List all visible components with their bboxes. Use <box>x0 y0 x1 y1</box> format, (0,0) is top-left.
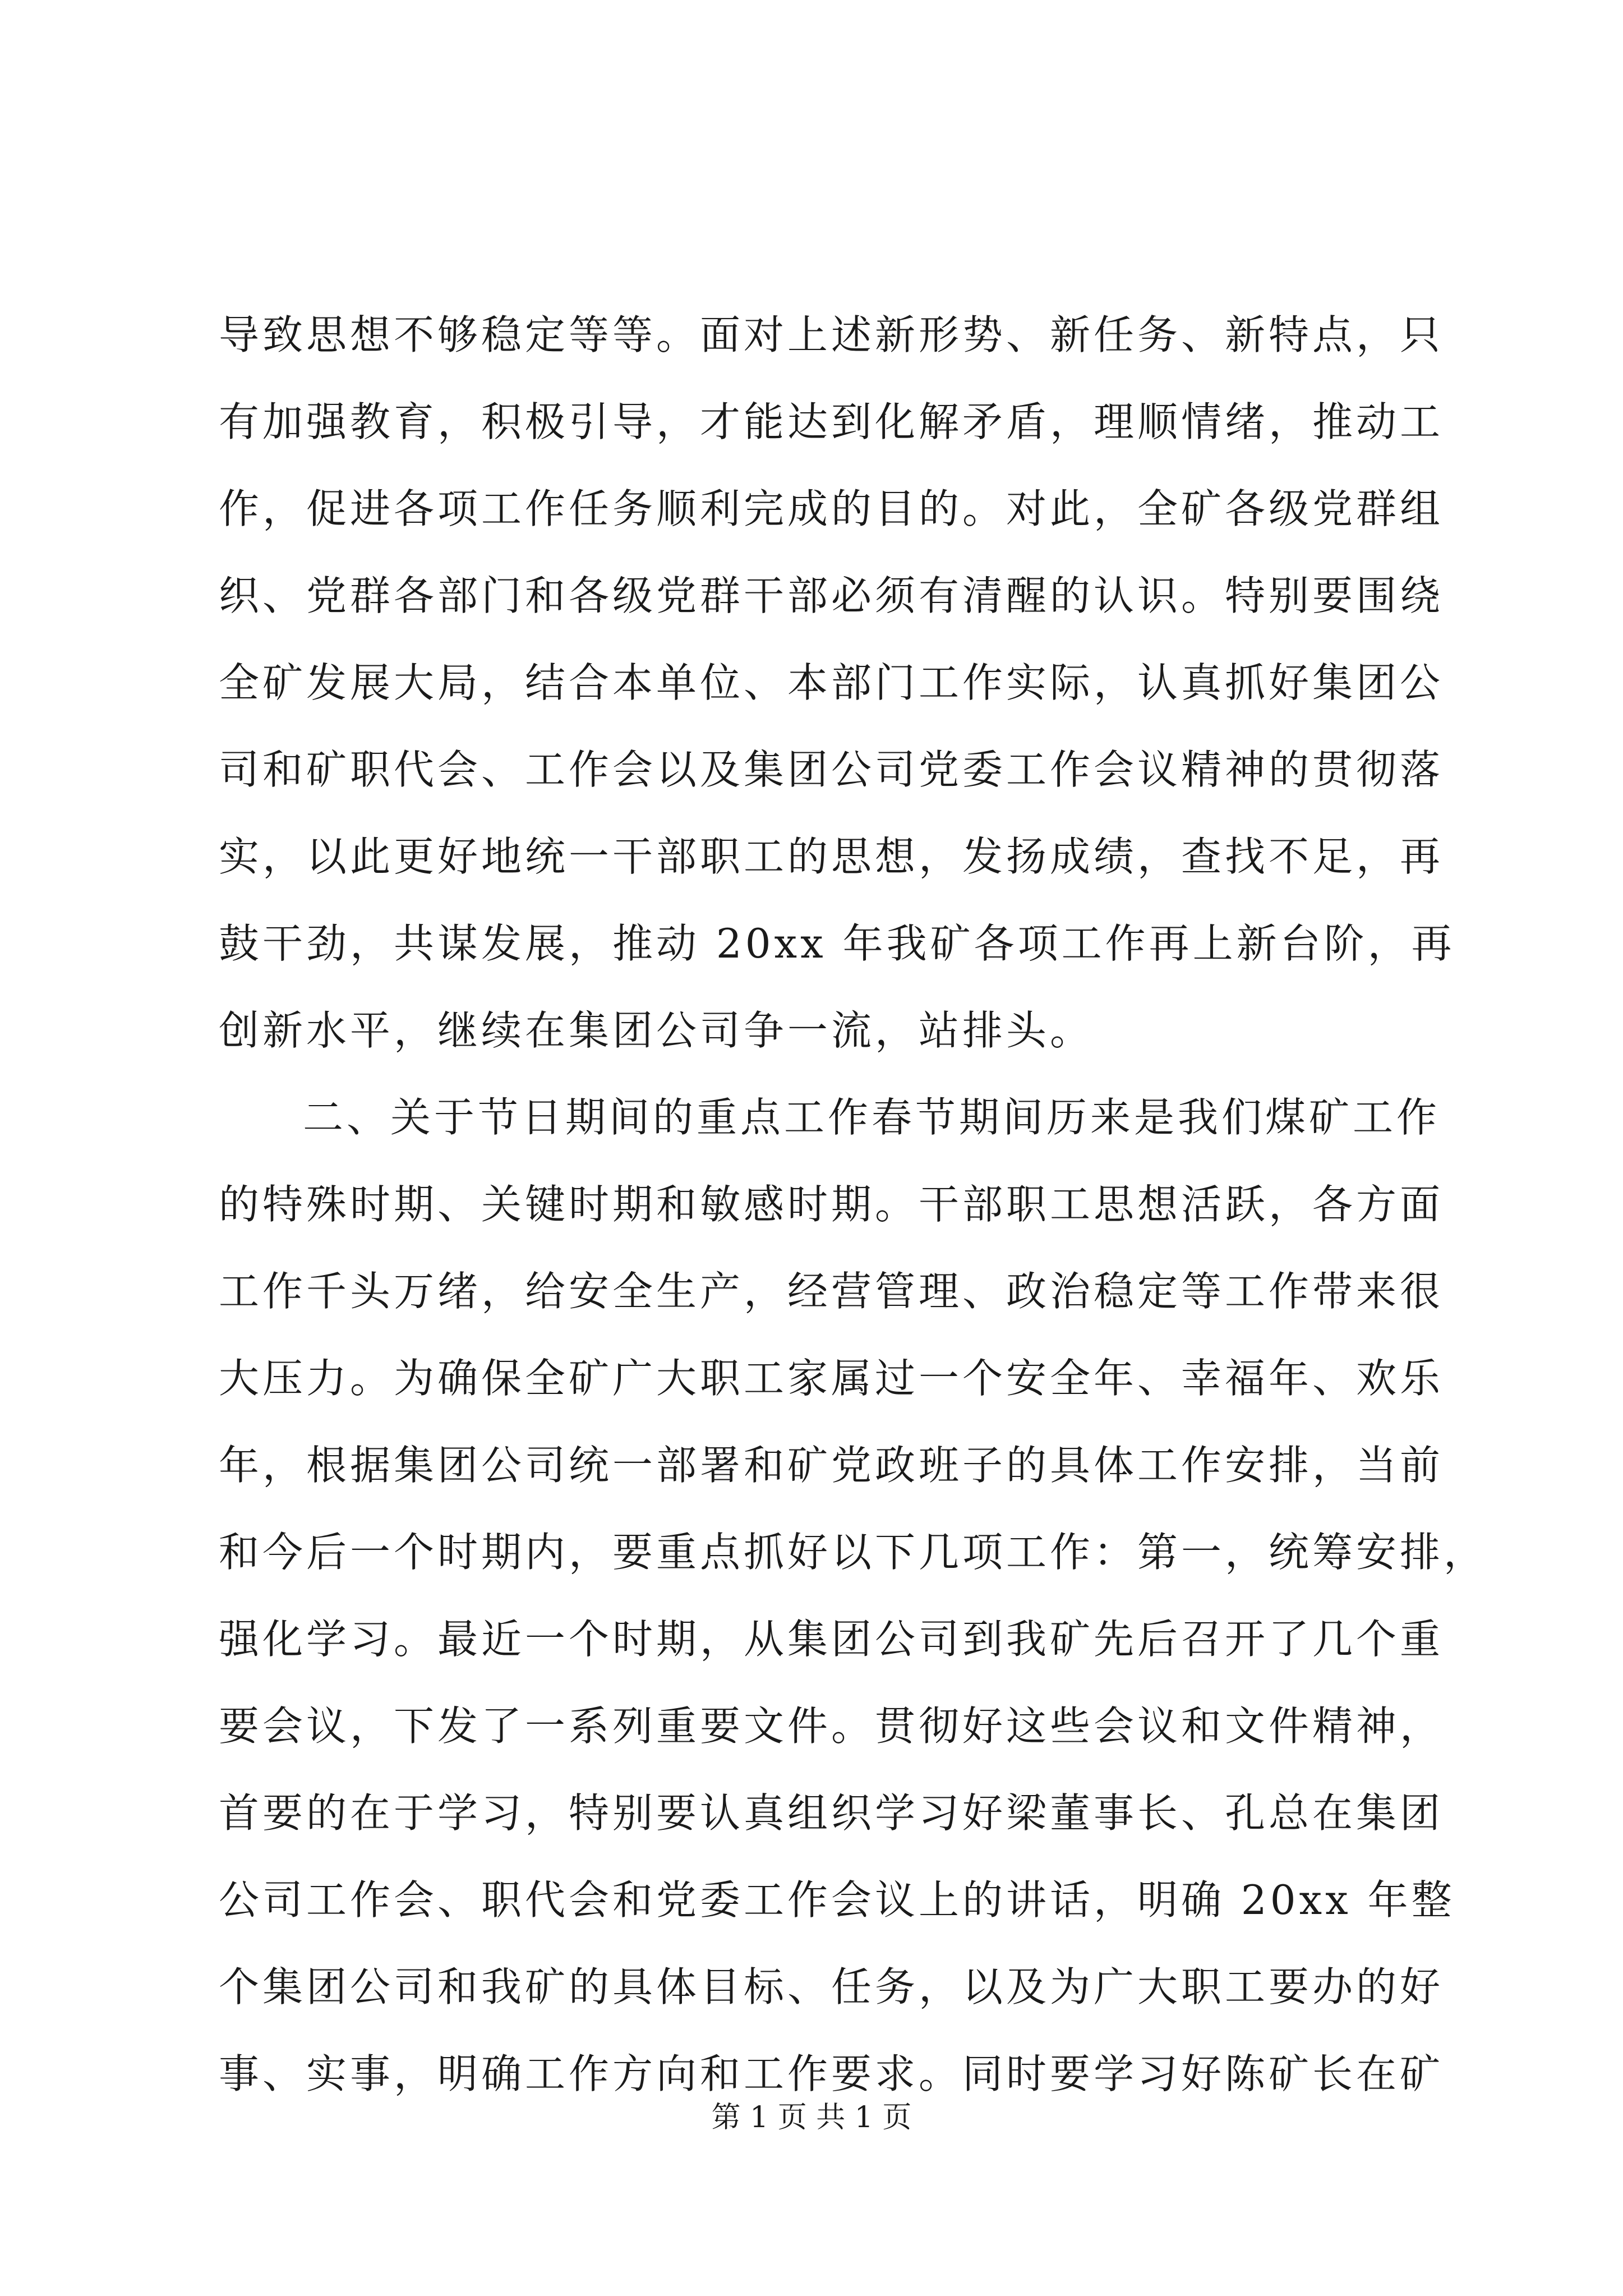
text-line: 实，以此更好地统一干部职工的思想，发扬成绩，查找不足，再 <box>219 833 1444 880</box>
text-line: 鼓干劲，共谋发展，推动 20xx 年我矿各项工作再上新台阶，再 <box>219 920 1455 967</box>
text-line: 织、党群各部门和各级党群干部必须有清醒的认识。特别要围绕 <box>219 572 1444 619</box>
text-line: 要会议，下发了一系列重要文件。贯彻好这些会议和文件精神， <box>219 1703 1444 1750</box>
text-line: 和今后一个时期内，要重点抓好以下几项工作：第一，统筹安排， <box>219 1529 1488 1576</box>
text-line: 导致思想不够稳定等等。面对上述新形势、新任务、新特点，只 <box>219 311 1444 358</box>
text-line: 的特殊时期、关键时期和敏感时期。干部职工思想活跃，各方面 <box>219 1181 1444 1228</box>
text-line: 强化学习。最近一个时期，从集团公司到我矿先后召开了几个重 <box>219 1616 1444 1663</box>
text-line: 全矿发展大局，结合本单位、本部门工作实际，认真抓好集团公 <box>219 659 1444 706</box>
text-line: 个集团公司和我矿的具体目标、任务，以及为广大职工要办的好 <box>219 1963 1444 2010</box>
text-line: 工作千头万绪，给安全生产，经营管理、政治稳定等工作带来很 <box>219 1268 1444 1315</box>
text-line: 事、实事，明确工作方向和工作要求。同时要学习好陈矿长在矿 <box>219 2050 1444 2097</box>
text-line: 公司工作会、职代会和党委工作会议上的讲话，明确 20xx 年整 <box>219 1876 1455 1924</box>
text-line: 大压力。为确保全矿广大职工家属过一个安全年、幸福年、欢乐 <box>219 1355 1444 1402</box>
paragraph-2 <box>219 1074 1488 2118</box>
text-line: 司和矿职代会、工作会以及集团公司党委工作会议精神的贯彻落 <box>219 746 1444 793</box>
text-line-indented: 二、关于节日期间的重点工作春节期间历来是我们煤矿工作 <box>303 1094 1441 1141</box>
text-line: 首要的在于学习，特别要认真组织学习好梁董事长、孔总在集团 <box>219 1789 1444 1837</box>
text-line: 创新水平，继续在集团公司争一流，站排头。 <box>219 1007 1094 1054</box>
body-text <box>219 292 1488 2118</box>
page-footer: 第 1 页 共 1 页 <box>711 2101 912 2134</box>
text-line: 作，促进各项工作任务顺利完成的目的。对此，全矿各级党群组 <box>219 485 1444 532</box>
text-line: 有加强教育，积极引导，才能达到化解矛盾，理顺情绪，推动工 <box>219 398 1444 445</box>
paragraph-1 <box>219 292 1455 1074</box>
text-line: 年，根据集团公司统一部署和矿党政班子的具体工作安排，当前 <box>219 1442 1444 1489</box>
